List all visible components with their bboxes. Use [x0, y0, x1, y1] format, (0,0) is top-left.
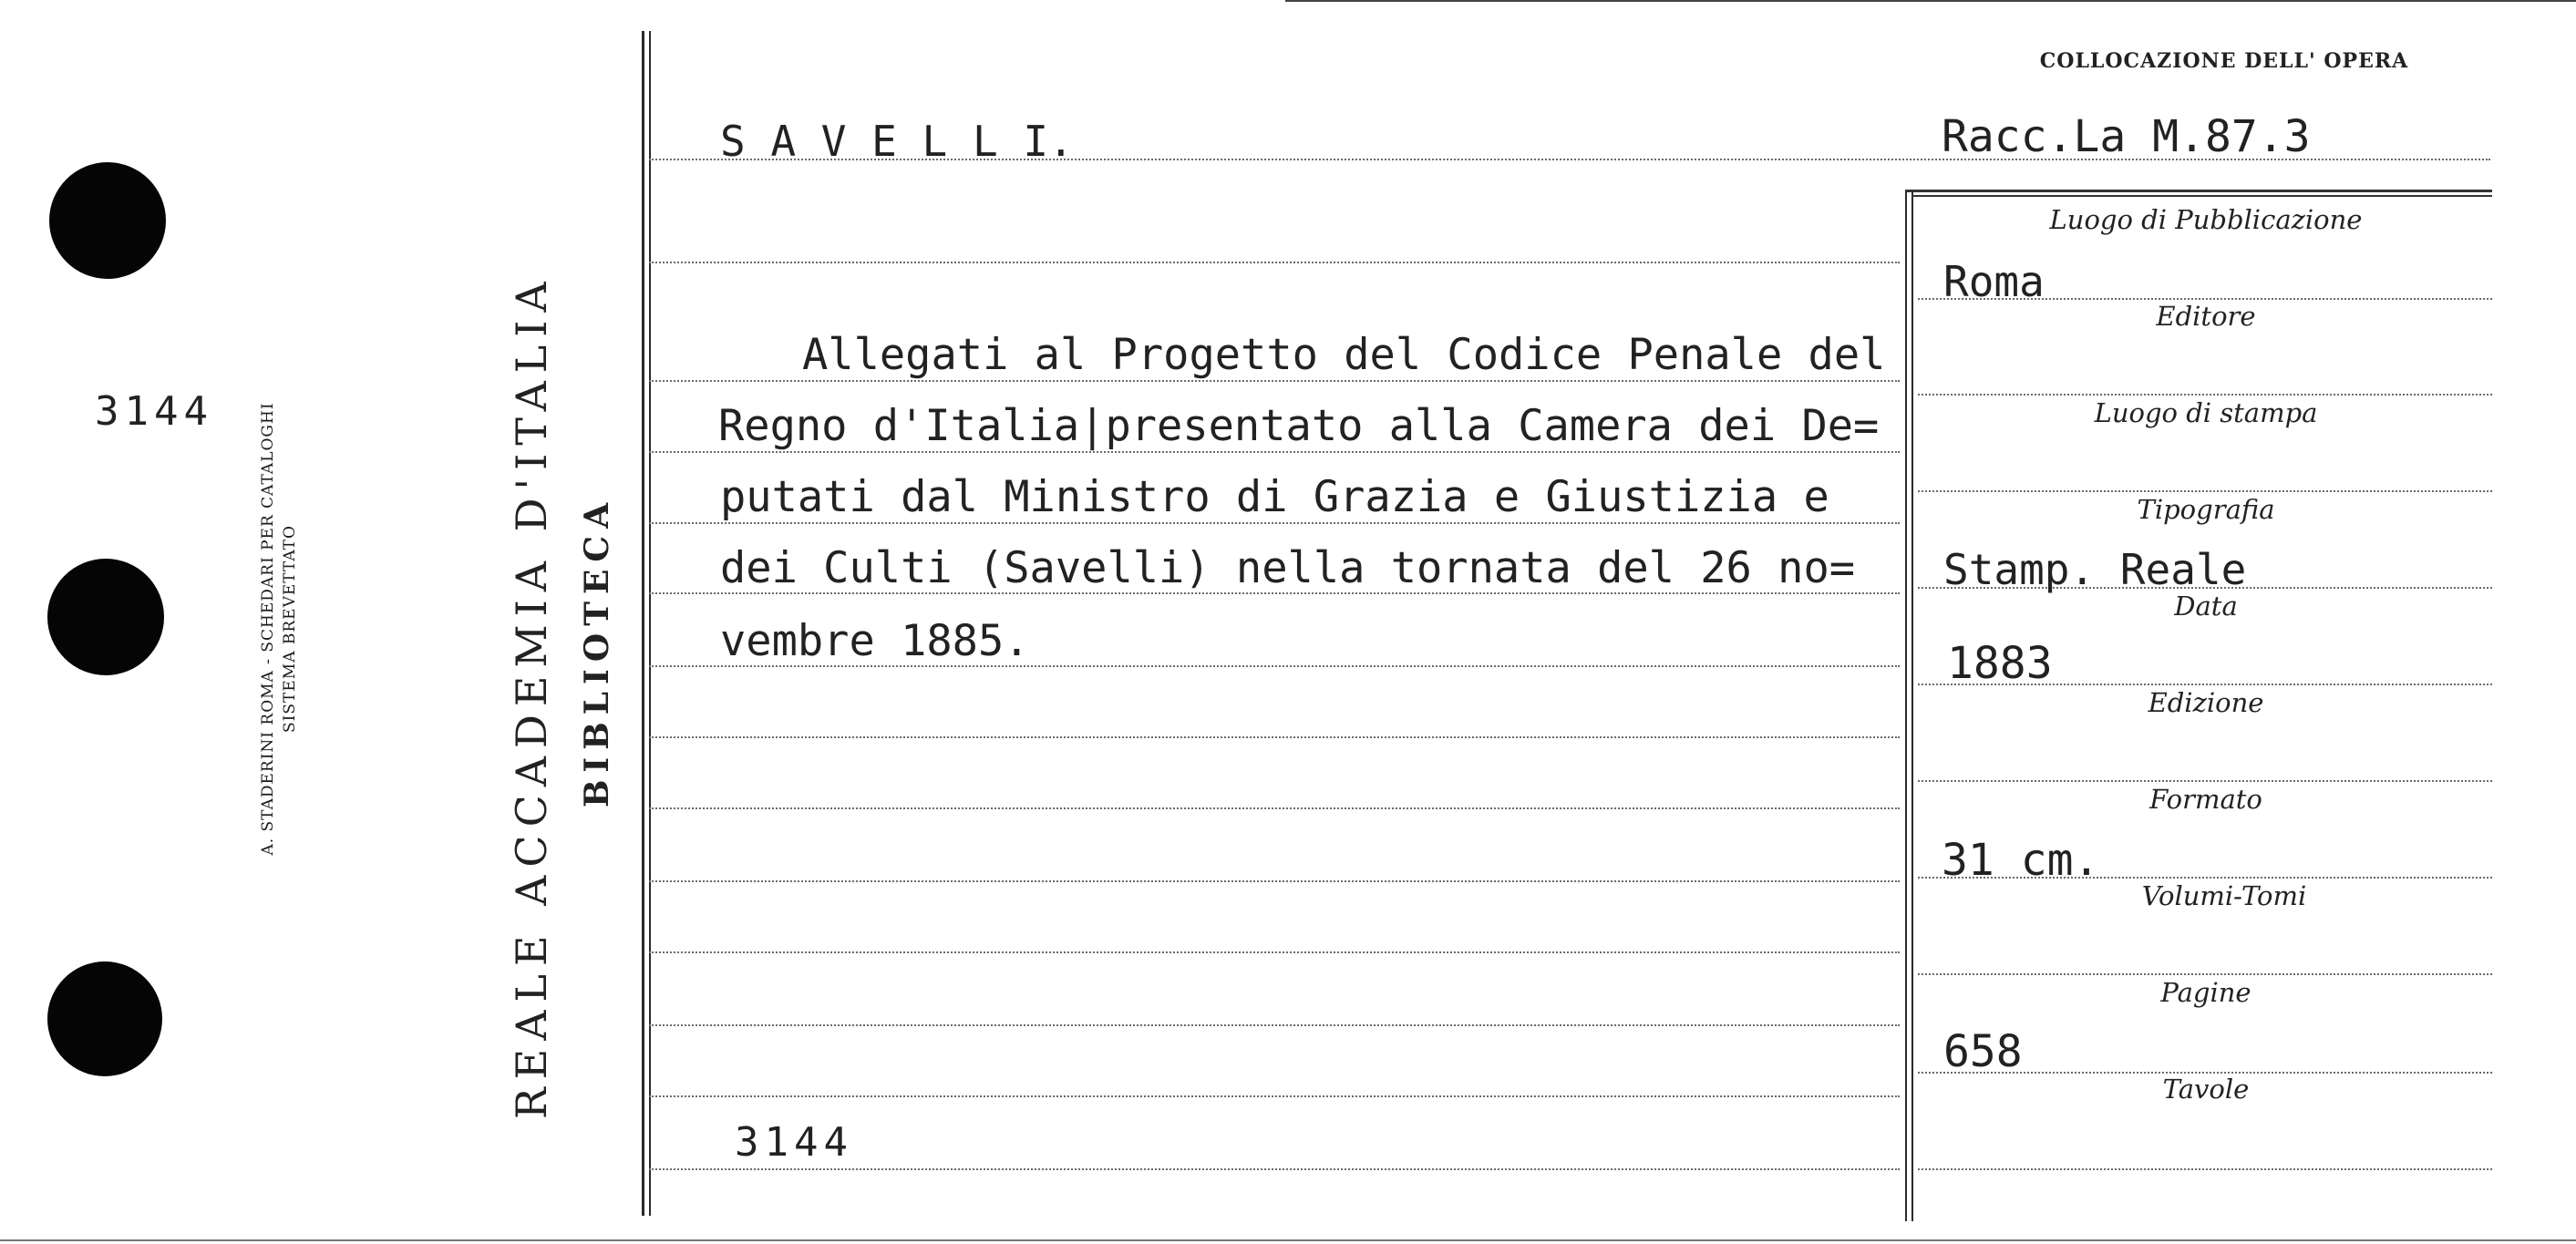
top-border	[1285, 0, 2576, 2]
ruled-line	[649, 262, 1900, 263]
title-line: dei Culti (Savelli) nella tornata del 26 no=	[720, 543, 1856, 593]
tipografia-value: Stamp. Reale	[1943, 545, 2247, 594]
tipografia-label: Tipografia	[2137, 494, 2275, 525]
right-column-top-border	[1905, 190, 2492, 192]
ruled-line	[649, 380, 1900, 382]
shelfmark-value: Racc.La M.87.3	[1942, 111, 2311, 162]
ruled-line	[649, 451, 1900, 453]
ruled-line	[649, 951, 1900, 953]
punch-hole-middle	[47, 559, 164, 675]
ruled-line	[649, 1095, 1900, 1097]
printer-line-1: A. STADERINI ROMA - SCHEDARI PER CATALOGHI	[259, 402, 277, 856]
field-line	[1918, 973, 2492, 975]
formato-value: 31 cm.	[1942, 835, 2100, 886]
title-line: vembre 1885.	[720, 616, 1030, 666]
shelfmark-header: COLLOCAZIONE DELL' OPERA	[2039, 49, 2409, 73]
inventory-number-left: 3144	[95, 388, 213, 435]
printer-line-2: SISTEMA BREVETTATO	[281, 525, 299, 733]
ruled-line	[649, 807, 1900, 809]
main-divider-left	[642, 31, 644, 1216]
luogo-stampa-label: Luogo di stampa	[2094, 397, 2318, 428]
editore-label: Editore	[2156, 301, 2256, 332]
edizione-label: Edizione	[2148, 687, 2264, 718]
right-column-top-border-2	[1911, 195, 2492, 197]
library-name: BIBLIOTECA	[578, 495, 616, 807]
bottom-border	[0, 1239, 2576, 1241]
pagine-value: 658	[1943, 1026, 2023, 1077]
formato-label: Formato	[2149, 784, 2262, 815]
luogo-pubblicazione-value: Roma	[1943, 257, 2045, 306]
ruled-line	[649, 1024, 1900, 1026]
pagine-label: Pagine	[2160, 977, 2251, 1008]
right-column-border-right	[1911, 191, 1913, 1221]
right-column-border-left	[1905, 191, 1907, 1221]
luogo-pubblicazione-label: Luogo di Pubblicazione	[2049, 204, 2363, 235]
field-line	[1918, 394, 2492, 396]
tavole-label: Tavole	[2162, 1074, 2250, 1105]
ruled-line	[649, 736, 1900, 738]
main-divider-right	[649, 31, 651, 1216]
field-line	[1918, 490, 2492, 492]
field-line	[1918, 1168, 2492, 1170]
title-line: Regno d'Italia|presentato alla Camera dei De=	[718, 401, 1880, 451]
printer-credit	[259, 346, 299, 911]
title-line: Allegati al Progetto del Codice Penale del	[802, 330, 1886, 380]
data-value: 1883	[1947, 638, 2053, 689]
ruled-line	[649, 522, 1900, 524]
data-label: Data	[2174, 591, 2238, 622]
inventory-number-bottom: 3144	[735, 1119, 853, 1166]
volumi-tomi-label: Volumi-Tomi	[2141, 880, 2307, 911]
punch-hole-top	[49, 162, 166, 279]
punch-hole-bottom	[47, 961, 162, 1076]
ruled-line	[649, 1168, 1900, 1170]
ruled-line	[649, 880, 1900, 882]
institution-name: REALE ACCADEMIA D'ITALIA	[507, 273, 556, 1119]
title-line: putati dal Ministro di Grazia e Giustizia e	[720, 472, 1829, 522]
author-heading: S A V E L L I.	[720, 117, 1074, 166]
field-line	[1918, 780, 2492, 782]
